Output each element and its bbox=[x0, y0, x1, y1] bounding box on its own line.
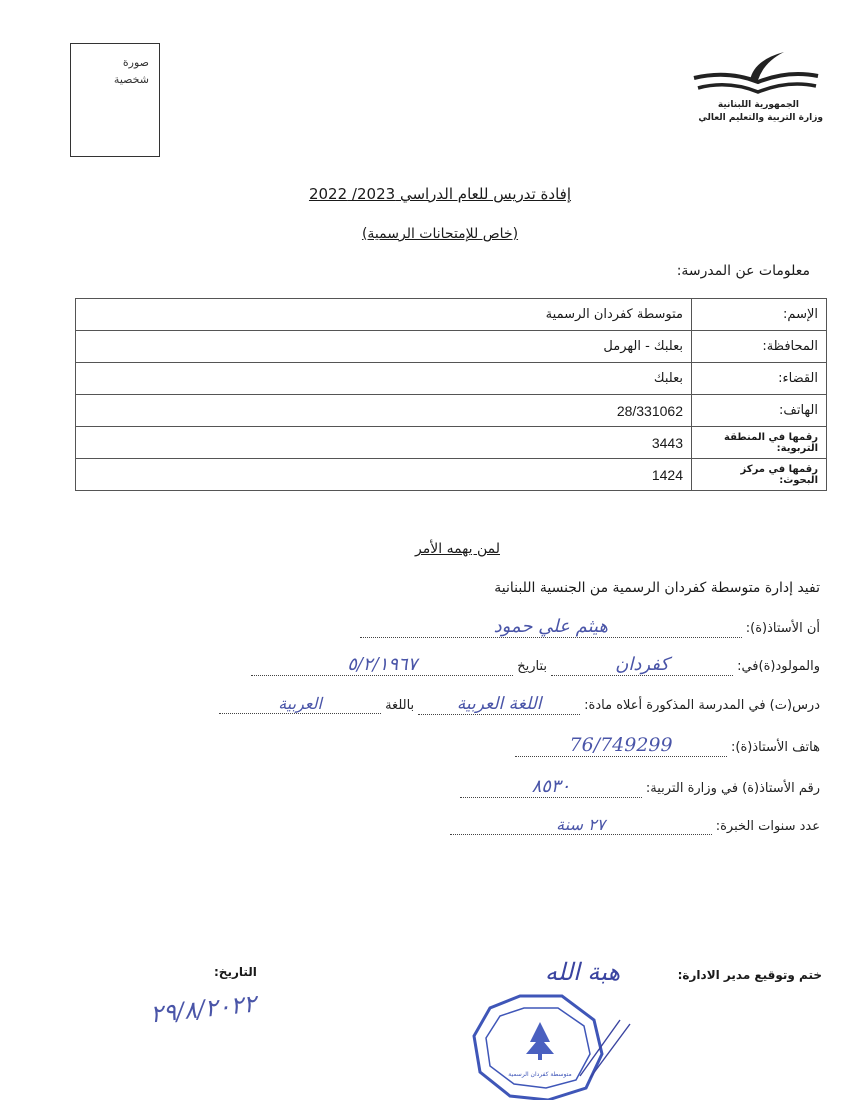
signature-strokes bbox=[480, 980, 640, 1090]
ministry-logo bbox=[688, 50, 823, 130]
birthplace-label: والمولود(ة)في: bbox=[737, 659, 820, 674]
birthdate-label: بتاريخ bbox=[517, 659, 548, 674]
document-title: إفادة تدريس للعام الدراسي 2023/ 2022 bbox=[308, 185, 572, 203]
photo-label bbox=[114, 54, 149, 88]
teacher-name-field bbox=[360, 616, 742, 638]
table-row bbox=[76, 459, 827, 491]
table-row bbox=[76, 395, 827, 427]
row-value-name: متوسطة كفردان الرسمية bbox=[76, 299, 692, 331]
table-row bbox=[76, 331, 827, 363]
document-subtitle: (خاص للإمتحانات الرسمية) bbox=[361, 226, 519, 242]
language-value: العربية bbox=[278, 694, 322, 713]
ministry-number-field bbox=[460, 776, 642, 798]
birthdate-field bbox=[251, 654, 513, 676]
stamp-text: متوسطة كفردان الرسمية bbox=[508, 1071, 572, 1078]
subject-label: درس(ت) في المدرسة المذكورة أعلاه مادة: bbox=[584, 698, 820, 713]
date-value: ٢٩/٨/٢٠٢٢ bbox=[148, 989, 258, 1029]
school-info-table bbox=[75, 298, 827, 491]
teacher-name-value: هيثم علي حمود bbox=[493, 616, 608, 637]
row-label-governorate: المحافظة: bbox=[692, 331, 827, 363]
table-row bbox=[76, 299, 827, 331]
teacher-phone-field bbox=[515, 734, 727, 757]
principal-signature-value: هبة الله bbox=[545, 958, 621, 986]
subject-line bbox=[219, 694, 820, 715]
row-value-research-center-number: 1424 bbox=[76, 459, 692, 491]
photo-label-line1: صورة bbox=[122, 56, 149, 69]
row-label-phone: الهاتف: bbox=[692, 395, 827, 427]
subject-value: اللغة العربية bbox=[456, 694, 542, 714]
logo-text-republic: الجمهورية اللبنانية bbox=[717, 100, 799, 110]
ministry-number-line bbox=[460, 776, 820, 798]
row-label-district: القضاء: bbox=[692, 363, 827, 395]
teacher-phone-label: هاتف الأستاذ(ة): bbox=[731, 740, 820, 755]
school-info-heading: معلومات عن المدرسة: bbox=[676, 263, 810, 279]
ministry-number-value: ٨٥٣٠ bbox=[531, 776, 571, 797]
birthdate-value: ٥/٢/١٩٦٧ bbox=[347, 654, 418, 675]
logo-text-ministry: وزارة التربية والتعليم العالي bbox=[698, 113, 823, 123]
teacher-phone-value: 76/749299 bbox=[569, 734, 673, 756]
open-book-icon bbox=[688, 50, 823, 100]
ministry-number-label: رقم الأستاذ(ة) في وزارة التربية: bbox=[645, 781, 820, 796]
intro-text: تفيد إدارة متوسطة كفردان الرسمية من الجنسية اللبنانية bbox=[494, 580, 820, 596]
row-label-research-center-number: رقمها في مركز البحوث: bbox=[692, 459, 827, 491]
to-whom-heading: لمن يهمه الأمر bbox=[415, 541, 500, 557]
subject-field bbox=[418, 694, 580, 715]
teacher-label: أن الأستاذ(ة): bbox=[745, 621, 820, 636]
date-label: التاريخ: bbox=[214, 965, 257, 979]
row-label-name: الإسم: bbox=[692, 299, 827, 331]
row-value-governorate: بعلبك - الهرمل bbox=[76, 331, 692, 363]
experience-value: ٢٧ سنة bbox=[556, 815, 606, 834]
row-label-region-number: رقمها في المنطقة التربوية: bbox=[692, 427, 827, 459]
row-value-phone: 28/331062 bbox=[76, 395, 692, 427]
experience-label: عدد سنوات الخبرة: bbox=[715, 819, 820, 834]
birthplace-value: كفردان bbox=[615, 654, 669, 675]
row-value-district: بعلبك bbox=[76, 363, 692, 395]
table-row bbox=[76, 363, 827, 395]
language-label: باللغة bbox=[385, 698, 415, 713]
birthplace-field bbox=[551, 654, 733, 676]
experience-line bbox=[450, 815, 820, 835]
birth-line bbox=[251, 654, 820, 676]
official-stamp bbox=[470, 992, 610, 1100]
teacher-phone-line bbox=[515, 734, 820, 757]
language-field bbox=[219, 694, 381, 714]
teacher-name-line bbox=[360, 616, 820, 638]
row-value-region-number: 3443 bbox=[76, 427, 692, 459]
experience-field bbox=[450, 815, 712, 835]
principal-signature-label: ختم وتوقيع مدير الادارة: bbox=[677, 968, 822, 982]
photo-placeholder-box bbox=[70, 43, 160, 157]
photo-label-line2: شخصية bbox=[113, 73, 149, 86]
table-row bbox=[76, 427, 827, 459]
